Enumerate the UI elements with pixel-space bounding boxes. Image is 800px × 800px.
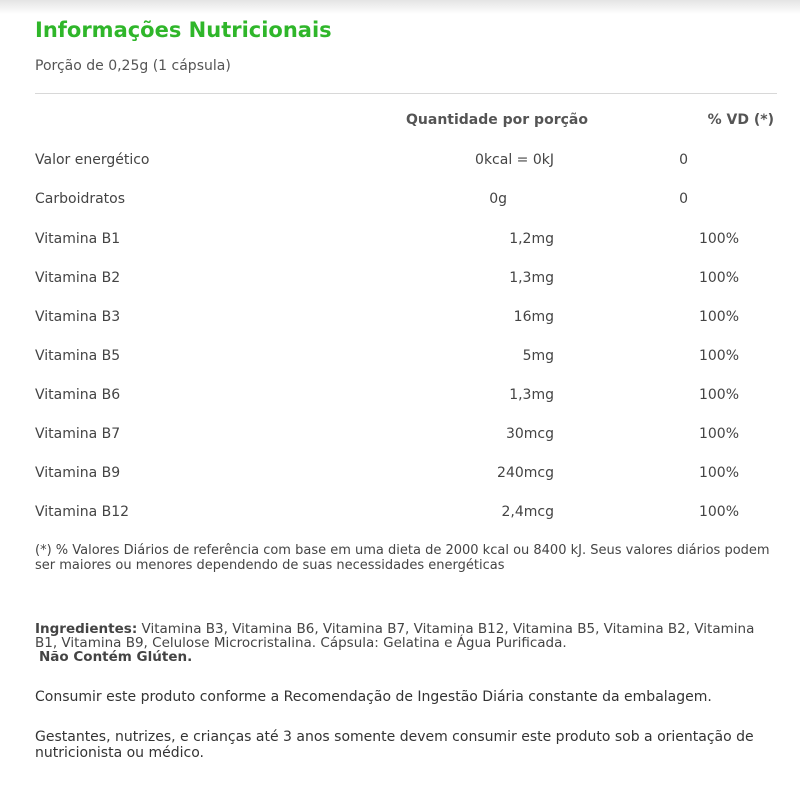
daily-value-footnote: (*) % Valores Diários de referência com base em uma dieta de 2000 kcal ou 8400 kJ. Seus valores diários podem ser maiores ou menores dependendo de suas necessidades energéticas [35,543,770,573]
nutrient-vd: 100% [698,465,739,481]
top-shadow [0,0,800,14]
nutrient-vd: 0 [679,152,688,168]
nutrient-name: Vitamina B12 [35,504,130,520]
nutrient-quantity: 1,3mg [509,387,554,403]
table-row [0,152,800,172]
table-row [0,270,800,290]
table-row [0,309,800,329]
nutrient-vd: 100% [698,504,739,520]
ingredients-text: Vitamina B3, Vitamina B6, Vitamina B7, Vitamina B12, Vitamina B5, Vitamina B2, Vitamina B1, Vitamina B9, Celulose Microcristalina. Cápsula: Gelatina e Água Purificada. [35,621,755,651]
table-row [0,231,800,251]
nutrient-name: Vitamina B5 [35,348,121,364]
page-title: Informações Nutricionais [35,18,332,42]
nutrient-name: Carboidratos [35,191,126,207]
nutrient-name: Valor energético [35,152,150,168]
nutrient-quantity: 1,2mg [509,231,554,247]
table-row [0,504,800,524]
nutrient-name: Vitamina B6 [35,387,121,403]
table-row [0,465,800,485]
ingredients-label: Ingredientes: [35,621,138,637]
nutrient-vd: 100% [698,270,739,286]
serving-size: Porção de 0,25g (1 cápsula) [35,58,231,74]
recommendation-text: Consumir este produto conforme a Recomendação de Ingestão Diária constante da embalagem. [35,689,712,705]
table-row [0,348,800,368]
nutrient-quantity: 240mcg [497,465,554,481]
nutrient-quantity: 2,4mcg [501,504,554,520]
nutrient-quantity: 0kcal = 0kJ [475,152,554,168]
table-row [0,191,800,211]
nutrient-name: Vitamina B7 [35,426,121,442]
header-quantity: Quantidade por porção [406,112,588,128]
nutrient-name: Vitamina B3 [35,309,121,325]
nutrient-quantity: 0g [489,191,507,207]
nutrient-name: Vitamina B1 [35,231,121,247]
header-daily-value: % VD (*) [707,112,774,128]
nutrient-vd: 0 [679,191,688,207]
nutrient-vd: 100% [698,231,739,247]
nutrient-vd: 100% [698,348,739,364]
warning-text: Gestantes, nutrizes, e crianças até 3 anos somente devem consumir este produto sob a orientação de nutricionista ou médico. [35,729,754,761]
table-row [0,426,800,446]
nutrient-vd: 100% [698,426,739,442]
nutrient-vd: 100% [698,387,739,403]
nutrient-vd: 100% [698,309,739,325]
nutrient-quantity: 16mg [513,309,554,325]
nutrient-quantity: 5mg [522,348,554,364]
nutrient-quantity: 30mcg [505,426,554,442]
nutrient-name: Vitamina B9 [35,465,121,481]
nutrient-name: Vitamina B2 [35,270,121,286]
nutrient-quantity: 1,3mg [509,270,554,286]
gluten-notice: Não Contém Glúten. [39,649,193,665]
divider [35,93,777,94]
ingredients-section [35,622,777,664]
table-row [0,387,800,407]
